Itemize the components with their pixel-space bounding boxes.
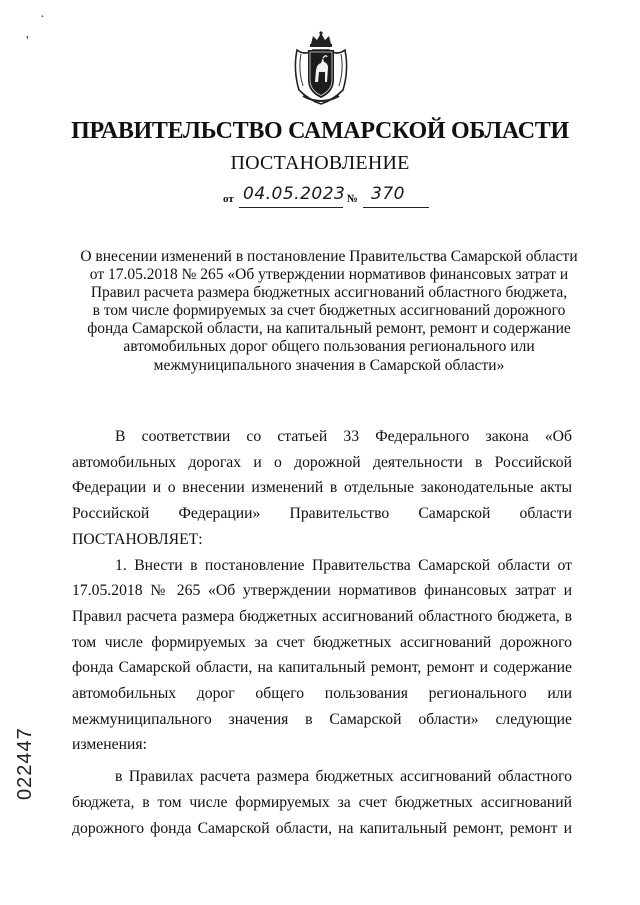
date-underline	[239, 207, 343, 208]
rules-paragraph: в Правилах расчета размера бюджетных ассигнований областного бюджета, в том числе формируемых за счет бюджетных ассигнований дорожного фонда Самарской области, на капитальный ремонт, ремонт и	[72, 768, 572, 837]
number-prefix: №	[347, 193, 359, 205]
side-serial-number: 022447	[14, 727, 36, 800]
document-type: ПОСТАНОВЛЕНИЕ	[230, 152, 410, 174]
date-handwritten: 04.05.2023	[243, 184, 346, 204]
subject-line: О внесении изменений в постановление Правительства Самарской области	[80, 248, 578, 265]
subject-line: межмуниципального значения в Самарской области»	[153, 356, 505, 374]
document-body	[72, 424, 572, 841]
authority-title: ПРАВИТЕЛЬСТВО САМАРСКОЙ ОБЛАСТИ	[71, 118, 569, 144]
date-number-line	[223, 186, 433, 210]
document-subject	[72, 248, 586, 375]
scan-mark: '	[26, 34, 29, 49]
number-handwritten: 370	[371, 184, 405, 204]
subject-line: автомобильных дорог общего пользования регионального или	[123, 338, 535, 356]
preamble-paragraph: В соответствии со статьей 33 Федерального закона «Об автомобильных дорогах и о дорожной деятельности в Российской Федерации и о внесении изменений в отдельные законодательные акты Российской Федерации» Правительство Самарской области	[72, 428, 572, 523]
subject-line: Правил расчета размера бюджетных ассигнований областного бюджета,	[90, 284, 568, 302]
decree-word: ПОСТАНОВЛЯЕТ:	[72, 530, 203, 548]
subject-line: в том числе формируемых за счет бюджетных ассигнований дорожного	[92, 302, 566, 320]
coat-of-arms-icon	[289, 30, 353, 108]
date-prefix: от	[223, 193, 234, 205]
item-1-ending: изменения:	[72, 736, 147, 754]
number-underline	[363, 207, 429, 208]
item-1-paragraph: 1. Внести в постановление Правительства Самарской области от 17.05.2018 № 265 «Об утверждении нормативов финансовых затрат и Правил расчета размера бюджетных ассигнований областного бюджета, в том числе формируемых за счет бюджетных ассигнований дорожного фонда Самарской области, на капитальный ремонт, ремонт и содержание автомобильных дорог общего пользования регионального или межмуниципального значения в Самарской области» следующие	[72, 556, 572, 728]
subject-line: от 17.05.2018 № 265 «Об утверждении нормативов финансовых затрат и	[89, 266, 569, 284]
scan-mark: ·	[40, 10, 45, 25]
subject-line: фонда Самарской области, на капитальный ремонт, ремонт и содержание	[87, 320, 571, 338]
